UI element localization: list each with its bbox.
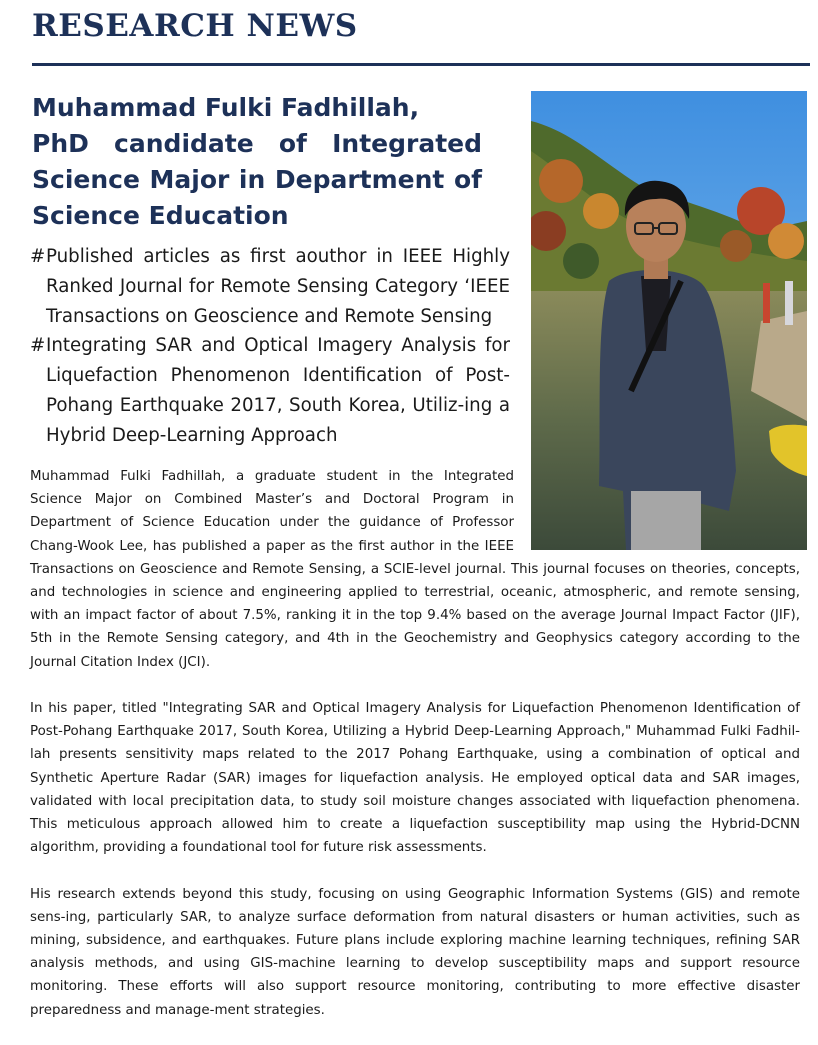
- headline-line-1: Muhammad Fulki Fadhillah,: [32, 93, 420, 122]
- headline-line-4: Science Education: [32, 201, 289, 230]
- bullet-text: Published articles as first aouthor in IEEE Highly Ranked Journal for Remote Sensing Category ‘IEEE Transactions on Geoscience and Remote Sensing: [46, 246, 510, 327]
- bullet-marker: #: [30, 335, 46, 357]
- bullet-item: [30, 331, 510, 450]
- paragraph-2: In his paper, titled "Integrating SAR and Optical Imagery Analysis for Liquefaction Phenomenon Identification of Post-Pohang Earthquake 2017, South Korea, Utilizing a Hybrid Deep-Learning Approach," Muhammad Fulki Fadhil-lah presents sensitivity maps related to the 2017 Pohang Earthquake, using a combination of optical and Synthetic Aperture Radar (SAR) images for liquefaction analysis. He employed optical data and SAR images, validated with local precipitation data, to study soil moisture changes associated with liquefaction phenomena. This meticulous approach allowed him to create a liquefaction susceptibility map using the Hybrid-DCNN algorithm, providing a foundational tool for future risk assessments.: [30, 701, 800, 856]
- paragraph-1-text: Muhammad Fulki Fadhillah, a graduate student in the Integrated Science Major on Combined Master’s and Doctoral Program in Department of Science Education under the guidance of Professor Chang-Wook Lee, has published a paper as the first author in the IEEE Transactions on Geoscience and Remote Sensing, a SCIE-level journal. This journal focuses on theories, concepts, and technologies in science and engineering applied to terrestrial, oceanic, atmospheric, and remote sensing, with an impact factor of about 7.5%, ranking it in the top 9.4% based on the average Journal Impact Factor (JIF), 5th in the Remote Sensing category, and 4th in the Geochemistry and Geophysics category according to the Journal Citation Index (JCI).: [30, 469, 800, 670]
- article-body: [30, 465, 800, 1045]
- paragraph-3: His research extends beyond this study, focusing on using Geographic Information Systems (GIS) and remote sens-ing, particularly SAR, to analyze surface deformation from natural disasters or human activities, such as mining, subsidence, and earthquakes. Future plans include exploring machine learning techniques, refining SAR analysis methods, and using GIS-machine learning to develop susceptibility maps and support resource monitoring. These efforts will also support resource monitoring, contributing to more effective disaster preparedness and manage-ment strategies.: [30, 886, 800, 1018]
- bullet-item: [30, 242, 510, 331]
- masthead: RESEARCH NEWS: [32, 8, 358, 44]
- masthead-rule: [32, 63, 810, 66]
- headline-line-2: PhD candidate of Integrated: [32, 129, 482, 158]
- image-wrap-spacer: [514, 465, 800, 551]
- headline: [32, 90, 482, 234]
- highlight-bullets: [30, 242, 510, 451]
- headline-line-3: Science Major in Department of: [32, 165, 482, 194]
- paragraph-1: [30, 465, 800, 674]
- bullet-text: Integrating SAR and Optical Imagery Analysis for Liquefaction Phenomenon Identification of Post-Pohang Earthquake 2017, South Korea, Utiliz-ing a Hybrid Deep-Learning Approach: [46, 335, 510, 446]
- bullet-marker: #: [30, 246, 46, 267]
